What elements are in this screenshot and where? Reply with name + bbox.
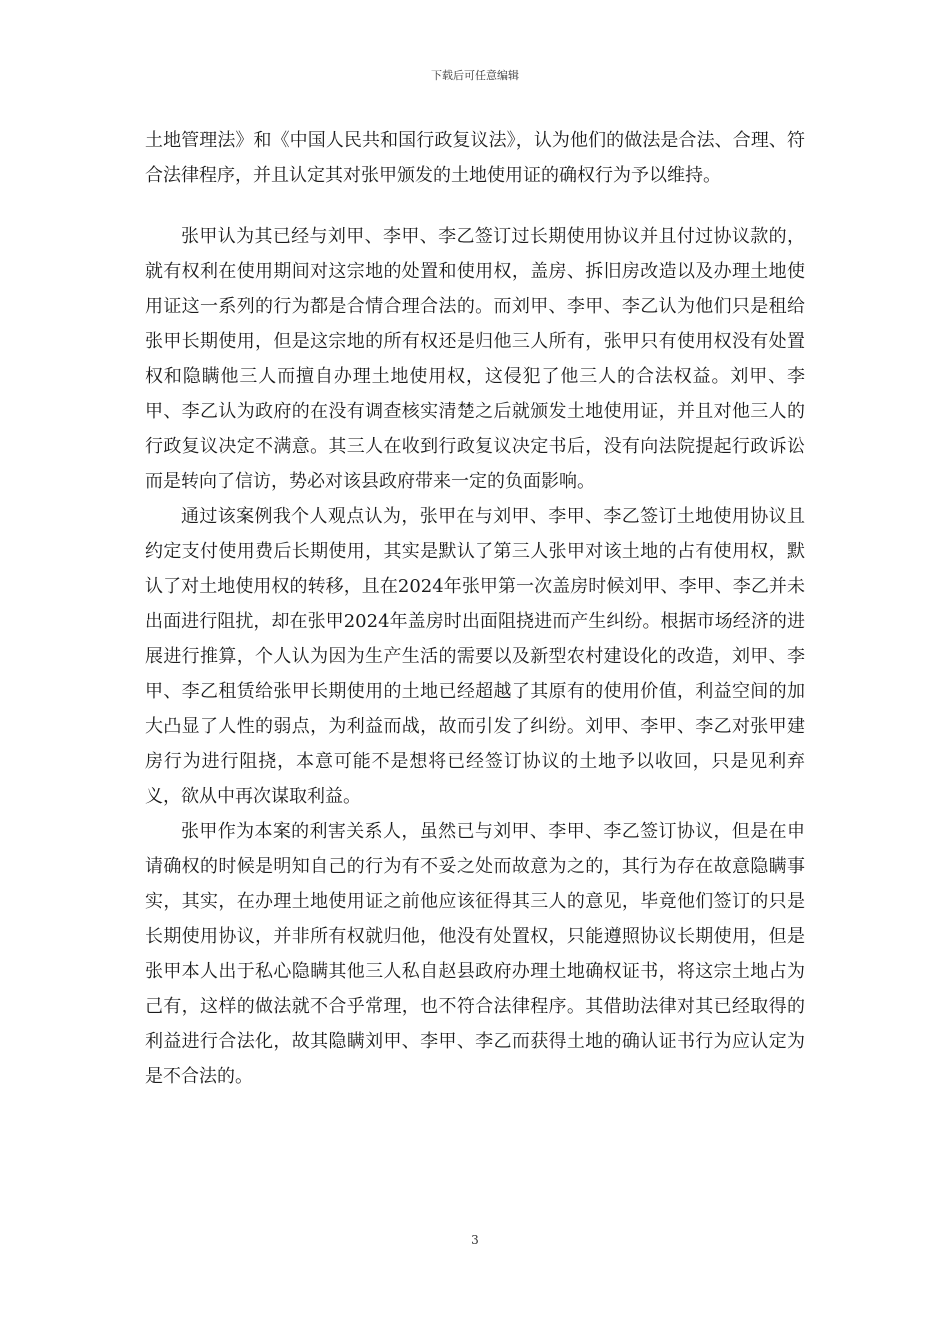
page-header: 下载后可任意编辑 bbox=[431, 69, 519, 82]
document-body bbox=[145, 123, 805, 1094]
page-number: 3 bbox=[471, 1233, 479, 1247]
paragraph-parties-positions: 张甲认为其已经与刘甲、李甲、李乙签订过长期使用协议并且付过协议款的，就有权利在使用期间对这宗地的处置和使用权，盖房、拆旧房改造以及办理土地使用证这一系列的行为都是合情合理合法的。而刘甲、李甲、李乙认为他们只是租给张甲长期使用，但是这宗地的所有权还是归他三人所有，张甲只有使用权没有处置权和隐瞒他三人而擅自办理土地使用权，这侵犯了他三人的合法权益。刘甲、李甲、李乙认为政府的在没有调查核实清楚之后就颁发土地使用证，并且对他三人的行政复议决定不满意。其三人在收到行政复议决定书后，没有向法院提起行政诉讼而是转向了信访，势必对该县政府带来一定的负面影响。 bbox=[145, 226, 805, 492]
paragraph-personal-view: 通过该案例我个人观点认为，张甲在与刘甲、李甲、李乙签订土地使用协议且约定支付使用费后长期使用，其实是默认了第三人张甲对该土地的占有使用权，默认了对土地使用权的转移，且在2024年张甲第一次盖房时候刘甲、李甲、李乙并未出面进行阻扰，却在张甲2024年盖房时出面阻挠进而产生纠纷。根据市场经济的进展进行推算，个人认为因为生产生活的需要以及新型农村建设化的改造，刘甲、李甲、李乙租赁给张甲长期使用的土地已经超越了其原有的使用价值，利益空间的加大凸显了人性的弱点，为利益而战，故而引发了纠纷。刘甲、李甲、李乙对张甲建房行为进行阻挠，本意可能不是想将已经签订协议的土地予以收回，只是见利弃义，欲从中再次谋取利益。 bbox=[145, 506, 805, 807]
paragraph-continuation: 土地管理法》和《中国人民共和国行政复议法》，认为他们的做法是合法、合理、符合法律程序，并且认定其对张甲颁发的土地使用证的确权行为予以维持。 bbox=[145, 130, 805, 186]
paragraph-zhangjia-analysis: 张甲作为本案的利害关系人，虽然已与刘甲、李甲、李乙签订协议，但是在申请确权的时候是明知自己的行为有不妥之处而故意为之的，其行为存在故意隐瞒事实，其实，在办理土地使用证之前他应该征得其三人的意见，毕竟他们签订的只是长期使用协议，并非所有权就归他，他没有处置权，只能遵照协议长期使用，但是张甲本人出于私心隐瞒其他三人私自赵县政府办理土地确权证书，将这宗土地占为己有，这样的做法就不合乎常理，也不符合法律程序。其借助法律对其已经取得的利益进行合法化，故其隐瞒刘甲、李甲、李乙而获得土地的确认证书行为应认定为是不合法的。 bbox=[145, 821, 805, 1087]
